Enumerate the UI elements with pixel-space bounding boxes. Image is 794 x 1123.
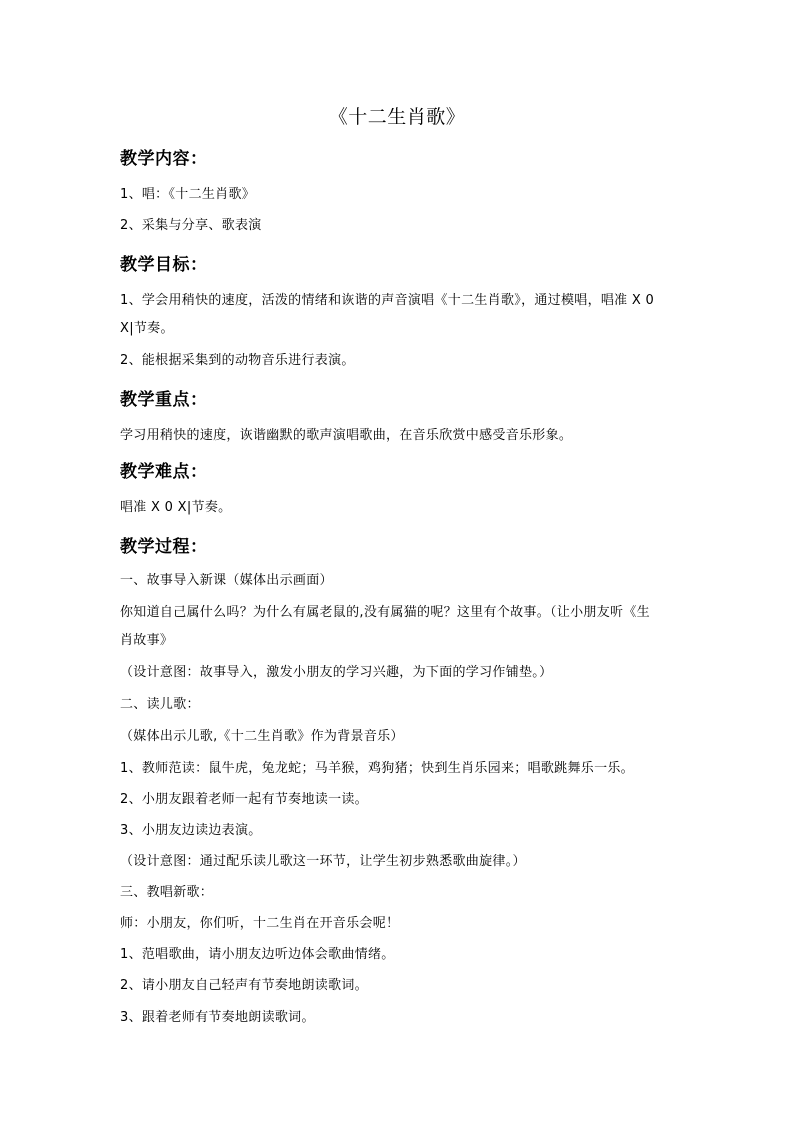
process-line-6: （媒体出示儿歌,《十二生肖歌》作为背景音乐） — [120, 729, 404, 744]
document-title: 《十二生肖歌》 — [328, 106, 466, 128]
key-points-line-1: 学习用稍快的速度，诙谐幽默的歌声演唱歌曲，在音乐欣赏中感受音乐形象。 — [120, 428, 573, 443]
process-line-5: 二、读儿歌： — [120, 697, 200, 712]
process-line-1: 一、故事导入新课（媒体出示画面） — [120, 573, 333, 588]
heading-teaching-process: 教学过程： — [120, 537, 208, 557]
process-line-15: 3、跟着老师有节奏地朗读歌词。 — [120, 1010, 315, 1025]
process-line-7: 1、教师范读：鼠牛虎，兔龙蛇；马羊猴，鸡狗猪；快到生肖乐园来；唱歌跳舞乐一乐。 — [120, 761, 634, 776]
process-line-3: 肖故事》 — [120, 633, 174, 648]
process-line-12: 师：小朋友，你们听，十二生肖在开音乐会呢！ — [120, 916, 400, 931]
process-line-10: （设计意图：通过配乐读儿歌这一环节，让学生初步熟悉歌曲旋律。） — [120, 854, 526, 869]
goals-line-2: X|节奏。 — [120, 321, 174, 336]
content-line-1: 1、唱：《十二生肖歌》 — [120, 187, 256, 202]
process-line-9: 3、小朋友边读边表演。 — [120, 823, 262, 838]
process-line-2: 你知道自己属什么吗？为什么有属老鼠的,没有属猫的呢？这里有个故事。（让小朋友听《生 — [120, 605, 650, 620]
goals-line-3: 2、能根据采集到的动物音乐进行表演。 — [120, 353, 355, 368]
process-line-8: 2、小朋友跟着老师一起有节奏地读一读。 — [120, 792, 368, 807]
heading-teaching-goals: 教学目标： — [120, 255, 208, 275]
content-line-2: 2、采集与分享、歌表演 — [120, 218, 262, 233]
goals-line-1: 1、学会用稍快的速度，活泼的情绪和诙谐的声音演唱《十二生肖歌》，通过模唱，唱准 X 0 — [120, 293, 655, 308]
heading-difficulties: 教学难点： — [120, 462, 208, 482]
process-line-11: 三、教唱新歌： — [120, 885, 214, 900]
heading-key-points: 教学重点： — [120, 390, 208, 410]
process-line-4: （设计意图：故事导入，激发小朋友的学习兴趣，为下面的学习作铺垫。） — [120, 665, 553, 680]
heading-teaching-content: 教学内容： — [120, 149, 208, 169]
process-line-14: 2、请小朋友自己轻声有节奏地朗读歌词。 — [120, 978, 368, 993]
difficulties-line-1: 唱准 X 0 X|节奏。 — [120, 500, 232, 515]
process-line-13: 1、范唱歌曲，请小朋友边听边体会歌曲情绪。 — [120, 947, 395, 962]
